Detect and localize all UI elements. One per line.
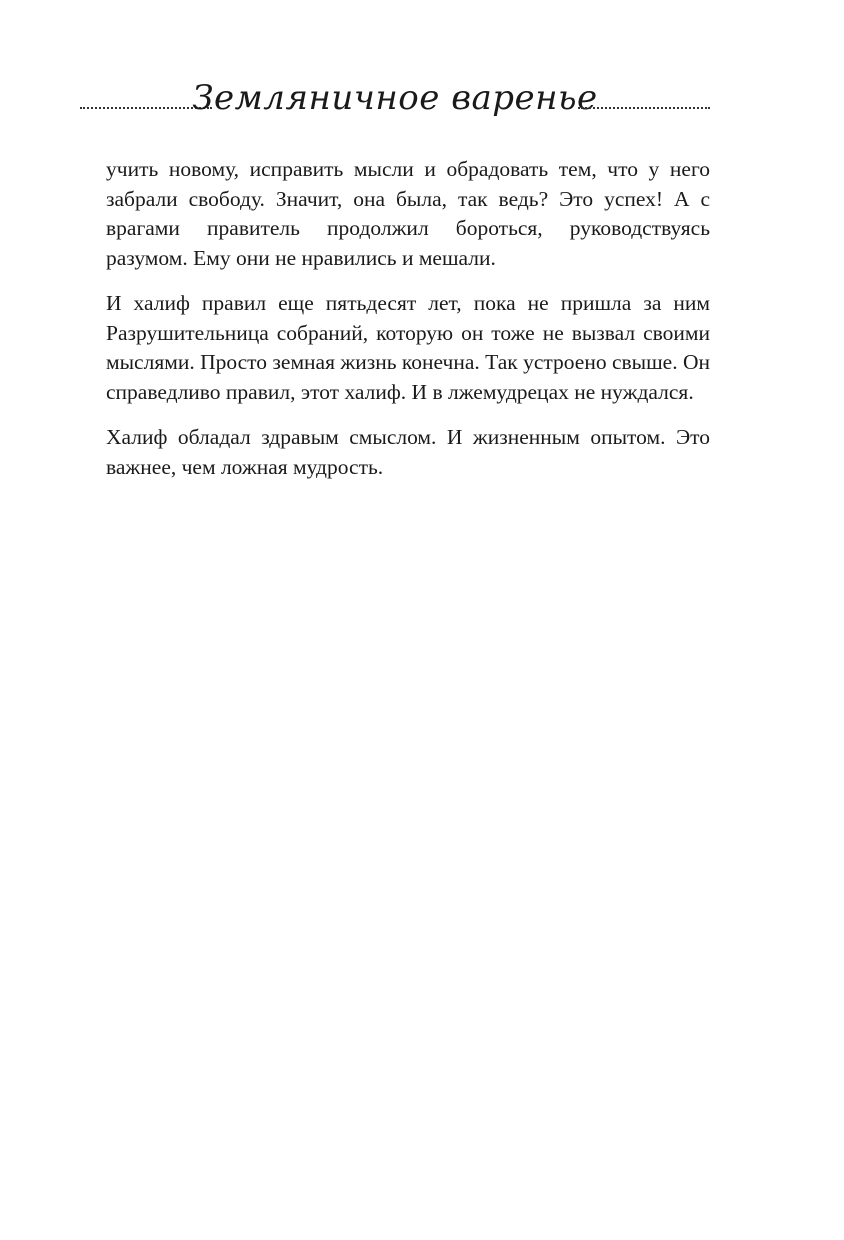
paragraph-1: учить новому, исправить мысли и обрадовать тем, что у него забрали свободу. Значит, она была, так ведь? Это успех! А с врагами правитель продолжил бороться, руководствуясь разумом. Ему они не нравились и мешали.	[106, 157, 710, 270]
book-title-header: Земляничное варенье	[192, 78, 598, 118]
header-dotted-rule-right	[578, 107, 710, 109]
paragraph-3: Халиф обладал здравым смыслом. И жизненным опытом. Это важнее, чем ложная мудрость.	[106, 425, 710, 479]
page-body	[106, 155, 710, 498]
running-header	[80, 74, 710, 134]
paragraph-2: И халиф правил еще пятьдесят лет, пока не пришла за ним Разрушительница собраний, которую он тоже не вызвал своими мыслями. Просто земная жизнь конечна. Так устроено свыше. Он справедливо правил, этот халиф. И в лжемудрецах не нуждался.	[106, 291, 711, 404]
